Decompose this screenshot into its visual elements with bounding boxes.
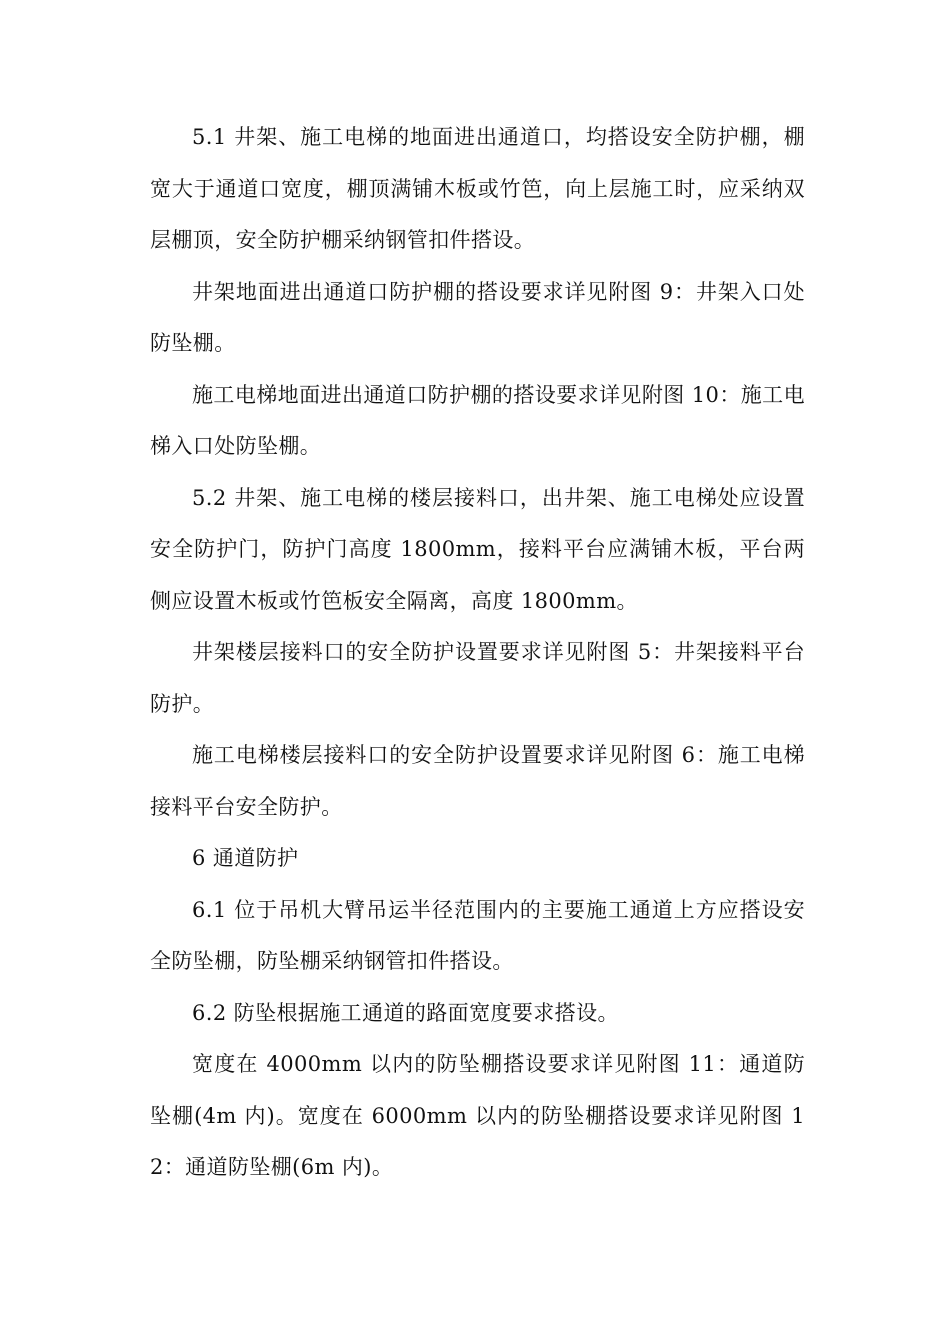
paragraph-width-requirements: 宽度在 4000mm 以内的防坠棚搭设要求详见附图 11：通道防坠棚(4m 内)。宽度在 6000mm 以内的防坠棚搭设要求详见附图 12：通道防坠棚(6m 内)。 bbox=[150, 1052, 805, 1179]
paragraph-derrick-entrance-ref: 井架地面进出通道口防护棚的搭设要求详见附图 9：井架入口处防坠棚。 bbox=[150, 279, 805, 355]
paragraph-elevator-entrance-ref: 施工电梯地面进出通道口防护棚的搭设要求详见附图 10：施工电梯入口处防坠棚。 bbox=[150, 382, 805, 458]
paragraph-5-2: 5.2 井架、施工电梯的楼层接料口，出井架、施工电梯处应设置安全防护门，防护门高度 1800mm，接料平台应满铺木板，平台两侧应设置木板或竹笆板安全隔离，高度 1800mm。 bbox=[150, 485, 805, 613]
paragraph-5-1: 5.1 井架、施工电梯的地面进出通道口，均搭设安全防护棚，棚宽大于通道口宽度，棚顶满铺木板或竹笆，向上层施工时，应采纳双层棚顶，安全防护棚采纳钢管扣件搭设。 bbox=[150, 125, 805, 252]
paragraph-derrick-platform-ref: 井架楼层接料口的安全防护设置要求详见附图 5：井架接料平台防护。 bbox=[150, 640, 805, 716]
paragraph-elevator-platform-ref: 施工电梯楼层接料口的安全防护设置要求详见附图 6：施工电梯接料平台安全防护。 bbox=[150, 743, 805, 819]
section-heading-6: 6 通道防护 bbox=[192, 846, 299, 870]
paragraph-6-2: 6.2 防坠根据施工通道的路面宽度要求搭设。 bbox=[192, 1000, 619, 1025]
paragraph-6-1: 6.1 位于吊机大臂吊运半径范围内的主要施工通道上方应搭设安全防坠棚，防坠棚采纳钢管扣件搭设。 bbox=[150, 897, 805, 973]
document-body bbox=[150, 112, 805, 1194]
